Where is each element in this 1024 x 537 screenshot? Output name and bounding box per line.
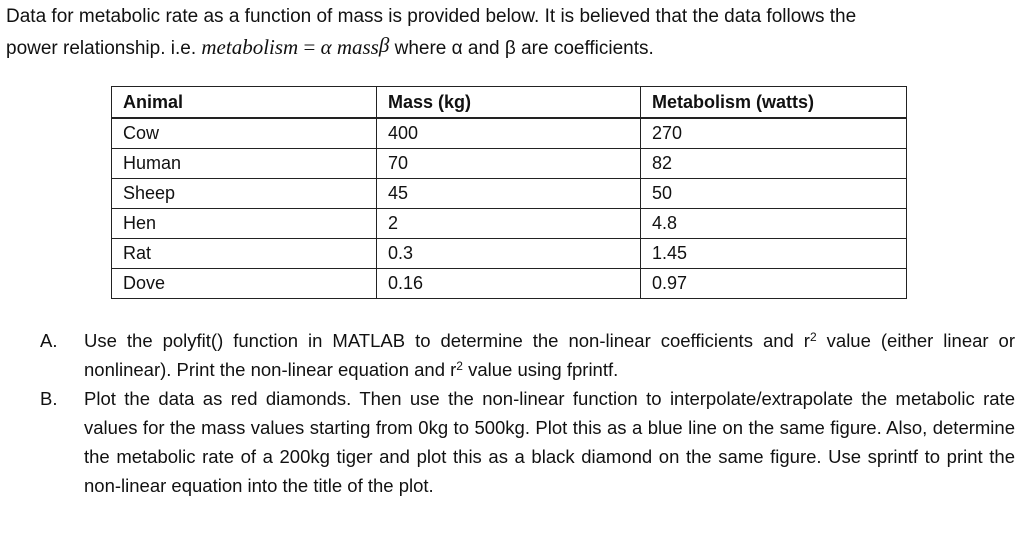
table-row <box>112 269 907 299</box>
cell-metabolism: 0.97 <box>641 269 907 299</box>
cell-metabolism: 270 <box>641 118 907 149</box>
header-animal: Animal <box>112 87 377 119</box>
question-b-text: Plot the data as red diamonds. Then use the non-linear function to interpolate/extrapolate the metabolic rate values for the mass values starting from 0kg to 500kg. Plot this as a blue line on the same figure. Also, determine the metabolic rate of a 200kg tiger and plot this as a black diamond on the same figure. Use sprintf to print the non-linear equation into the title of the plot. <box>84 388 1015 496</box>
question-a <box>40 326 1015 384</box>
table-row <box>112 239 907 269</box>
cell-mass: 0.3 <box>377 239 641 269</box>
intro-line-2-prefix: power relationship. i.e. <box>6 38 202 59</box>
question-list <box>40 326 1015 500</box>
table-row <box>112 179 907 209</box>
cell-metabolism: 4.8 <box>641 209 907 239</box>
cell-mass: 45 <box>377 179 641 209</box>
metabolism-table <box>111 86 907 299</box>
table-row <box>112 209 907 239</box>
question-a-text-2: value (either linear or nonlinear). Print the non-linear equation and r <box>84 330 1015 380</box>
equation-lhs: metabolism <box>201 35 299 59</box>
header-mass: Mass (kg) <box>377 87 641 119</box>
intro-line-1: Data for metabolic rate as a function of mass is provided below. It is believed that the data follows the <box>6 6 857 27</box>
cell-mass: 0.16 <box>377 269 641 299</box>
question-b-letter: B. <box>40 388 58 409</box>
question-a-sup-1: 2 <box>809 330 817 344</box>
cell-animal: Human <box>112 149 377 179</box>
equation-rhs: α mass <box>320 35 379 59</box>
intro-line-2-suffix: where α and β are coefficients. <box>389 38 654 59</box>
table-row <box>112 118 907 149</box>
cell-metabolism: 50 <box>641 179 907 209</box>
cell-metabolism: 82 <box>641 149 907 179</box>
question-a-sup-2: 2 <box>456 359 463 373</box>
cell-metabolism: 1.45 <box>641 239 907 269</box>
cell-animal: Dove <box>112 269 377 299</box>
cell-animal: Rat <box>112 239 377 269</box>
question-a-text-1: Use the polyfit() function in MATLAB to determine the non-linear coefficients and r <box>84 330 810 351</box>
cell-mass: 400 <box>377 118 641 149</box>
intro-paragraph <box>6 2 1018 64</box>
intro-line-2 <box>6 32 1018 64</box>
question-a-letter: A. <box>40 330 58 351</box>
equation-sign: = <box>298 35 321 59</box>
cell-mass: 2 <box>377 209 641 239</box>
cell-animal: Hen <box>112 209 377 239</box>
cell-animal: Sheep <box>112 179 377 209</box>
equation-exponent: β <box>378 33 390 57</box>
cell-animal: Cow <box>112 118 377 149</box>
cell-mass: 70 <box>377 149 641 179</box>
question-a-text-3: value using fprintf. <box>462 359 619 380</box>
table-header-row <box>112 87 907 119</box>
question-b <box>40 384 1015 500</box>
table-row <box>112 149 907 179</box>
header-metabolism: Metabolism (watts) <box>641 87 907 119</box>
